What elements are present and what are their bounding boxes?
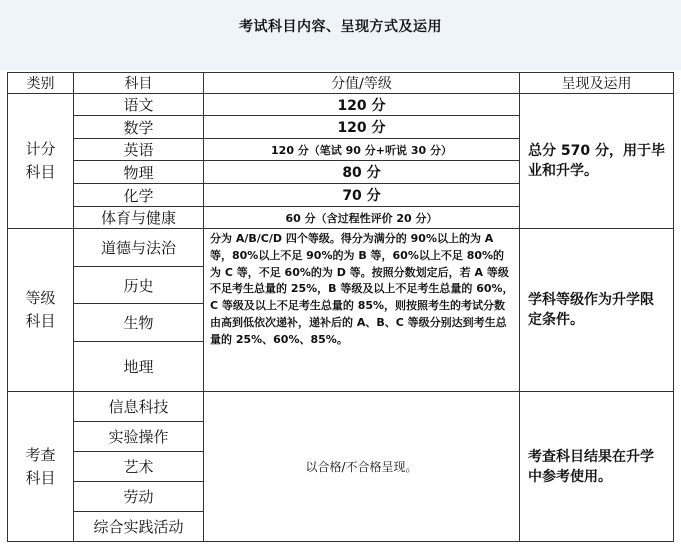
exam-result: 以合格/不合格呈现。 — [204, 392, 520, 542]
subject-cell: 艺术 — [74, 452, 204, 482]
usage-score: 总分 570 分，用于毕业和升学。 — [520, 94, 674, 229]
header-row — [8, 73, 674, 94]
subject-cell: 道德与法治 — [74, 229, 204, 267]
subject-cell: 劳动 — [74, 482, 204, 512]
grade-description: 分为 A/B/C/D 四个等级。得分为满分的 90%以上的为 A 等，80%以上不足 90%的为 B 等，60%以上不足 80%的为 C 等，不足 60%的为 D 等。按照分数划定后，若 A 等级不足考生总量的 25%，B 等级及以上不足考生总量的 60%，C 等级及以上不足考生总量的 85%，则按照考生的考试分数由高到低依次递补，递补后的 A、B、C 等级分别达到考生总量的 25%、60%、85%。 — [204, 229, 520, 392]
score-cell: 70 分 — [204, 184, 520, 207]
category-label: 考查 科目 — [25, 445, 56, 487]
subject-cell: 生物 — [74, 304, 204, 342]
subject-cell: 语文 — [74, 94, 204, 116]
subject-cell: 历史 — [74, 267, 204, 304]
subject-cell: 化学 — [74, 184, 204, 207]
subject-cell: 英语 — [74, 139, 204, 161]
category-label: 计分 科目 — [25, 140, 56, 181]
header-category: 类别 — [8, 73, 74, 94]
header-score: 分值/等级 — [204, 73, 520, 94]
subject-cell: 信息科技 — [74, 392, 204, 422]
score-cell: 60 分（含过程性评价 20 分） — [204, 207, 520, 229]
subject-cell: 数学 — [74, 116, 204, 139]
score-cell: 120 分 — [204, 116, 520, 139]
score-cell: 120 分 — [204, 94, 520, 116]
score-cell: 80 分 — [204, 161, 520, 184]
table-row — [8, 392, 674, 422]
category-exam — [8, 392, 74, 542]
category-label: 等级 科目 — [25, 289, 56, 330]
subject-cell: 物理 — [74, 161, 204, 184]
header-subject: 科目 — [74, 73, 204, 94]
table-row — [8, 229, 674, 267]
usage-grade: 学科等级作为升学限定条件。 — [520, 229, 674, 392]
exam-subjects-table — [7, 72, 674, 542]
title-banner — [0, 0, 681, 70]
subject-cell: 体育与健康 — [74, 207, 204, 229]
category-score — [8, 94, 74, 229]
table-row — [8, 94, 674, 116]
subject-cell: 综合实践活动 — [74, 512, 204, 542]
usage-exam: 考查科目结果在升学中参考使用。 — [520, 392, 674, 542]
category-grade — [8, 229, 74, 392]
subject-cell: 地理 — [74, 342, 204, 392]
header-usage: 呈现及运用 — [520, 73, 674, 94]
subject-cell: 实验操作 — [74, 422, 204, 452]
page-title: 考试科目内容、呈现方式及运用 — [239, 19, 442, 35]
score-cell: 120 分（笔试 90 分+听说 30 分） — [204, 139, 520, 161]
